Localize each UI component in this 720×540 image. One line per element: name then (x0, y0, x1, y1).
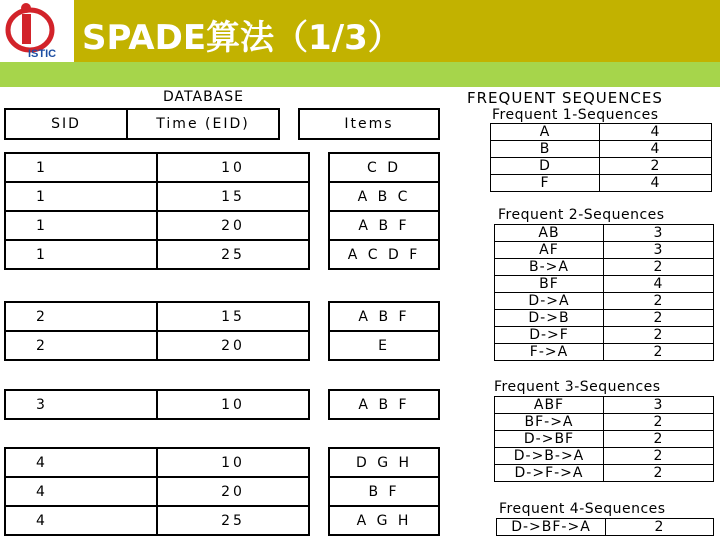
slide-title: SPADE算法（1/3） (82, 18, 402, 58)
sequence-cell: F (491, 175, 600, 192)
sequence-row (495, 397, 714, 414)
items-cell: A B F (329, 211, 439, 240)
sequence-cell: BF->A (495, 414, 604, 431)
sequence-cell: AB (495, 225, 604, 242)
sid-cell: 3 (5, 390, 157, 419)
column-gap (309, 448, 329, 477)
sequence-cell: D->A (495, 293, 604, 310)
column-gap (309, 390, 329, 419)
sid-cell: 1 (5, 182, 157, 211)
sequence-row (491, 175, 712, 192)
column-gap (309, 240, 329, 269)
sid-cell: 1 (5, 211, 157, 240)
sequence-row (495, 448, 714, 465)
column-gap (309, 506, 329, 535)
frequent-sequence-table (496, 518, 714, 536)
items-cell: E (329, 331, 439, 360)
frequent-section-title: Frequent 3-Sequences (494, 379, 661, 395)
sequence-row (491, 158, 712, 175)
eid-cell: 25 (157, 240, 309, 269)
database-row (5, 506, 439, 535)
items-cell: A B F (329, 302, 439, 331)
sequence-row (497, 519, 714, 536)
frequent-sequence-table (494, 224, 714, 361)
database-row (5, 448, 439, 477)
sid-cell: 4 (5, 448, 157, 477)
support-count-cell: 4 (604, 276, 714, 293)
slide-header (0, 0, 720, 62)
sequence-cell: D->BF->A (497, 519, 606, 536)
sequence-row (495, 293, 714, 310)
sequence-cell: D->B (495, 310, 604, 327)
sequence-row (491, 124, 712, 141)
sequence-row (495, 225, 714, 242)
svg-text:ISTIC: ISTIC (28, 48, 57, 60)
support-count-cell: 2 (604, 448, 714, 465)
database-row (5, 390, 439, 419)
column-header-sid: SID (5, 109, 127, 139)
sequence-cell: B->A (495, 259, 604, 276)
support-count-cell: 2 (604, 431, 714, 448)
column-gap (309, 302, 329, 331)
sequence-row (495, 465, 714, 482)
eid-cell: 15 (157, 182, 309, 211)
eid-cell: 10 (157, 153, 309, 182)
frequent-sequence-table (494, 396, 714, 482)
column-gap (309, 182, 329, 211)
frequent-section-title: Frequent 2-Sequences (498, 207, 665, 223)
eid-cell: 10 (157, 448, 309, 477)
database-header-row (4, 108, 440, 140)
sequence-cell: D->BF (495, 431, 604, 448)
items-cell: D G H (329, 448, 439, 477)
sequence-cell: D->B->A (495, 448, 604, 465)
eid-cell: 15 (157, 302, 309, 331)
sequence-cell: D (491, 158, 600, 175)
support-count-cell: 2 (604, 259, 714, 276)
column-gap (309, 477, 329, 506)
items-cell: B F (329, 477, 439, 506)
sequence-cell: D->F (495, 327, 604, 344)
sequence-cell: BF (495, 276, 604, 293)
database-row (5, 331, 439, 360)
sequence-row (495, 276, 714, 293)
sequence-row (495, 414, 714, 431)
items-cell: A C D F (329, 240, 439, 269)
support-count-cell: 2 (604, 310, 714, 327)
database-row (5, 240, 439, 269)
sid-cell: 1 (5, 240, 157, 269)
items-cell: A B F (329, 390, 439, 419)
items-cell: A B C (329, 182, 439, 211)
support-count-cell: 2 (604, 465, 714, 482)
sid-cell: 2 (5, 302, 157, 331)
support-count-cell: 2 (604, 327, 714, 344)
support-count-cell: 3 (604, 397, 714, 414)
istic-logo (0, 0, 74, 62)
sequence-cell: B (491, 141, 600, 158)
database-row (5, 211, 439, 240)
column-gap (309, 153, 329, 182)
database-row (5, 477, 439, 506)
sequence-row (495, 344, 714, 361)
sequence-cell: A (491, 124, 600, 141)
support-count-cell: 2 (604, 344, 714, 361)
sequence-row (495, 310, 714, 327)
database-group (4, 447, 440, 536)
support-count-cell: 4 (600, 175, 712, 192)
database-row (5, 153, 439, 182)
frequent-sequence-table (490, 123, 712, 192)
support-count-cell: 2 (604, 293, 714, 310)
sequence-cell: AF (495, 242, 604, 259)
eid-cell: 20 (157, 477, 309, 506)
sequence-row (491, 141, 712, 158)
sid-cell: 2 (5, 331, 157, 360)
sequence-row (495, 259, 714, 276)
eid-cell: 20 (157, 211, 309, 240)
eid-cell: 20 (157, 331, 309, 360)
column-gap (279, 109, 299, 139)
sequence-row (495, 431, 714, 448)
column-gap (309, 211, 329, 240)
support-count-cell: 2 (606, 519, 714, 536)
sequence-row (495, 327, 714, 344)
eid-cell: 10 (157, 390, 309, 419)
support-count-cell: 3 (604, 242, 714, 259)
frequent-section-title: Frequent 1-Sequences (492, 107, 659, 123)
column-header-items: Items (299, 109, 439, 139)
database-title: DATABASE (163, 89, 244, 105)
sid-cell: 4 (5, 506, 157, 535)
database-row (5, 182, 439, 211)
eid-cell: 25 (157, 506, 309, 535)
items-cell: C D (329, 153, 439, 182)
column-gap (309, 331, 329, 360)
sid-cell: 4 (5, 477, 157, 506)
frequent-section-title: Frequent 4-Sequences (499, 501, 666, 517)
column-header-time: Time (EID) (127, 109, 279, 139)
frequent-sequences-title: FREQUENT SEQUENCES (467, 89, 663, 107)
database-group (4, 301, 440, 361)
database-row (5, 302, 439, 331)
database-group (4, 152, 440, 270)
sid-cell: 1 (5, 153, 157, 182)
sequence-row (495, 242, 714, 259)
sequence-cell: F->A (495, 344, 604, 361)
support-count-cell: 2 (600, 158, 712, 175)
slide-content (0, 87, 720, 540)
items-cell: A G H (329, 506, 439, 535)
sequence-cell: ABF (495, 397, 604, 414)
accent-bar (0, 62, 720, 87)
support-count-cell: 2 (604, 414, 714, 431)
support-count-cell: 4 (600, 124, 712, 141)
database-group (4, 389, 440, 420)
sequence-cell: D->F->A (495, 465, 604, 482)
support-count-cell: 3 (604, 225, 714, 242)
title-bar (74, 0, 720, 62)
support-count-cell: 4 (600, 141, 712, 158)
